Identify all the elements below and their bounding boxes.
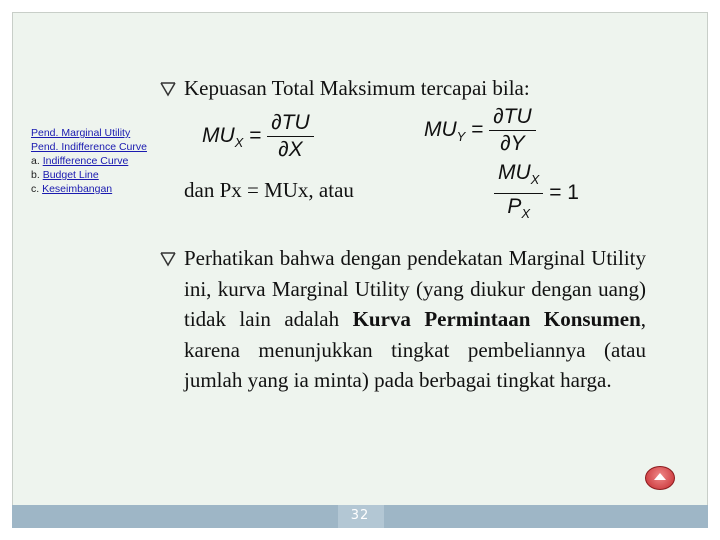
nav-prefix: c. <box>31 183 43 195</box>
fraction-denominator: ∂X <box>278 138 303 161</box>
home-button[interactable] <box>645 466 675 490</box>
fraction <box>494 160 543 227</box>
bullet-icon <box>160 250 176 271</box>
nav-item-indifference-curve-approach <box>31 140 147 154</box>
nav-link-indifference-curve[interactable]: Indifference Curve <box>42 155 129 167</box>
numerator-text: MU <box>498 161 531 184</box>
equals-sign: = <box>471 118 484 142</box>
formula-muy <box>424 104 536 157</box>
nav-link-budget-line[interactable]: Budget Line <box>42 169 99 181</box>
nav-link-indifference-curve-approach[interactable]: Pend. Indifference Curve <box>31 141 147 153</box>
fraction-denominator: ∂Y <box>500 132 525 155</box>
formula-lhs-sub: X <box>234 135 244 151</box>
bullet-icon <box>160 80 176 101</box>
fraction <box>267 110 313 163</box>
denominator-text: P <box>507 195 522 218</box>
nav-prefix: b. <box>31 169 43 181</box>
formula-lhs: MU <box>424 118 457 142</box>
formula-rhs: 1 <box>567 181 579 205</box>
fraction-numerator: ∂TU <box>489 104 535 131</box>
equals-sign: = <box>249 124 262 148</box>
fraction-numerator <box>494 160 543 194</box>
nav-prefix: a. <box>31 155 43 167</box>
bullet-v-icon <box>160 81 176 97</box>
nav-link-keseimbangan[interactable]: Keseimbangan <box>42 183 113 195</box>
paragraph-part2: , karena menunjukkan tingkat pembeliannya (atau jumlah yang ia minta) pada berbagai tingkat harga. <box>184 307 647 392</box>
paragraph-bold: Kurva Permintaan Konsumen <box>352 307 641 331</box>
nav-item-indifference-curve <box>31 154 147 168</box>
formula-mux <box>202 110 314 163</box>
nav-link-marginal-utility[interactable]: Pend. Marginal Utility <box>31 127 131 139</box>
fraction <box>489 104 535 157</box>
sidebar-nav <box>31 126 147 196</box>
heading-text: Kepuasan Total Maksimum tercapai bila: <box>184 76 530 100</box>
fraction-numerator: ∂TU <box>267 110 313 137</box>
paragraph-part1: Perhatikan bahwa dengan pendekatan Marginal Utility ini, kurva Marginal Utility (yang diukur dengan uang) tidak lain adalah <box>184 246 646 331</box>
condition-text: dan Px = MUx, atau <box>184 178 354 202</box>
nav-item-marginal-utility <box>31 126 147 140</box>
denominator-sub: X <box>521 206 531 221</box>
formula-lhs: MU <box>202 124 235 148</box>
equals-sign: = <box>549 181 562 205</box>
explanation-paragraph <box>184 243 646 396</box>
nav-item-budget-line <box>31 168 147 182</box>
page-number: 32 <box>350 508 370 523</box>
bullet-v-icon <box>160 251 176 267</box>
numerator-sub: X <box>530 172 540 187</box>
formula-lhs-sub: Y <box>456 129 466 145</box>
nav-item-keseimbangan <box>31 182 147 196</box>
formula-ratio <box>494 160 579 227</box>
fraction-denominator <box>494 194 543 227</box>
